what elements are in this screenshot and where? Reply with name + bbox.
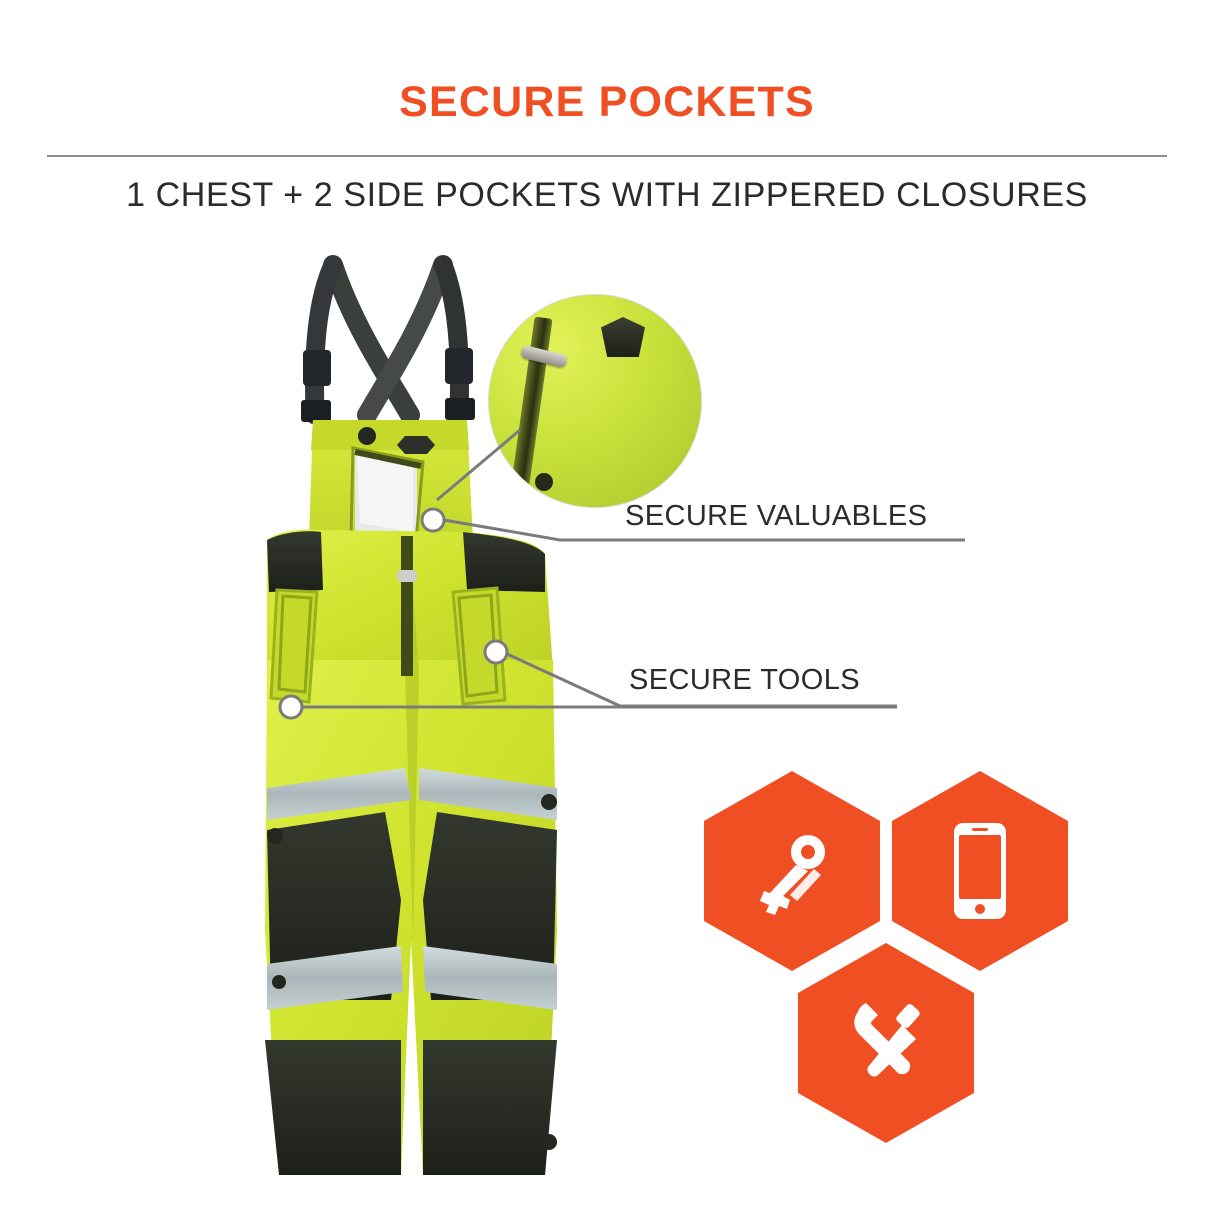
anchor-tools-left [280, 696, 302, 718]
callout-label-secure-tools: SECURE TOOLS [629, 664, 860, 696]
tools-icon [838, 995, 934, 1091]
phone-icon [944, 819, 1016, 923]
phone-icon-tile [892, 771, 1068, 971]
keys-icon [746, 825, 838, 917]
keys-icon-tile [704, 771, 880, 971]
anchor-valuables [422, 509, 444, 531]
page-title: SECURE POCKETS [399, 78, 815, 126]
feature-icon-cluster [700, 765, 1090, 1145]
page-subtitle: 1 CHEST + 2 SIDE POCKETS WITH ZIPPERED CLOSURES [126, 176, 1088, 214]
callout-label-secure-valuables: SECURE VALUABLES [625, 500, 928, 532]
leader-bubble [437, 430, 520, 500]
anchor-tools-right [485, 641, 507, 663]
tools-icon-tile [798, 943, 974, 1143]
